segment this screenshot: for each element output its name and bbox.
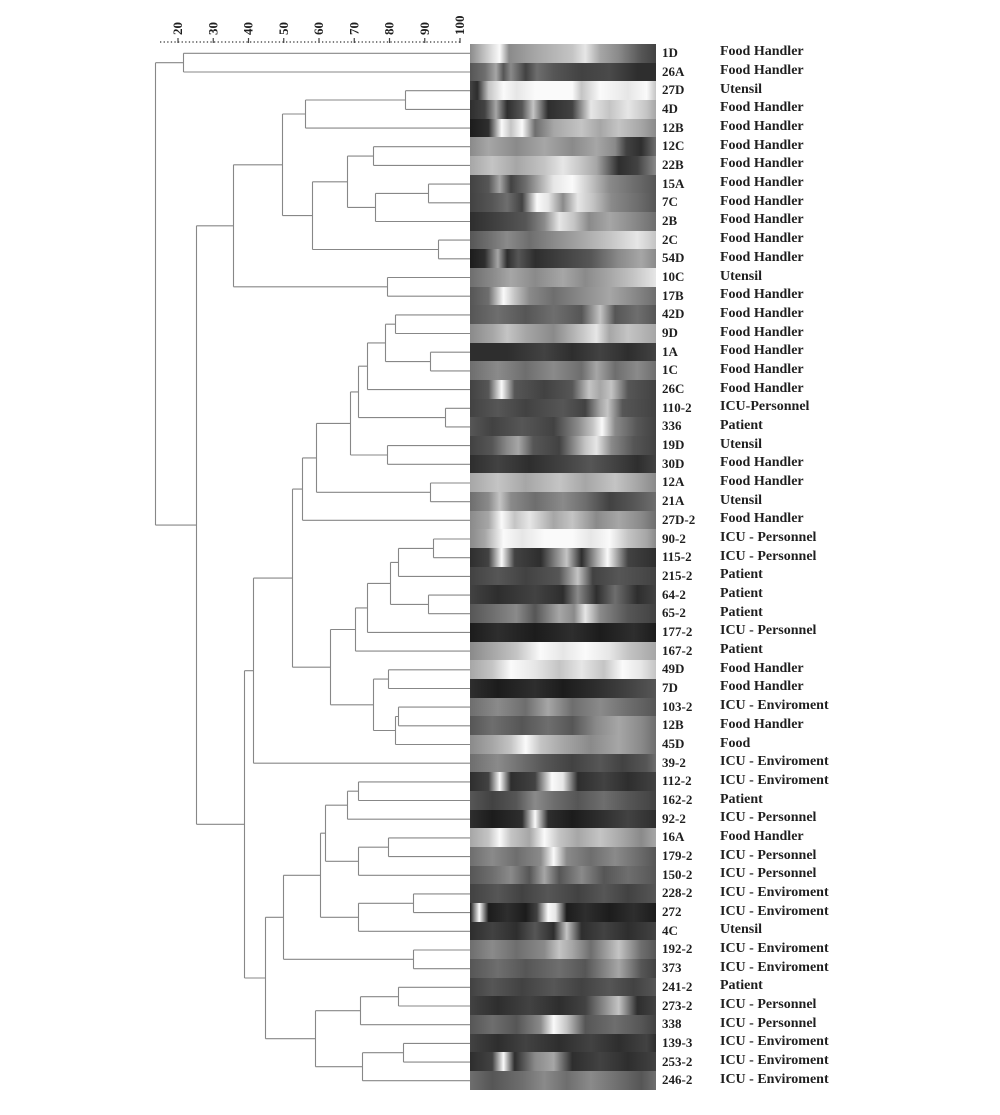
source-label: ICU - Personnel xyxy=(720,866,817,882)
source-label: Food Handler xyxy=(720,119,804,135)
sample-id-label: 26C xyxy=(662,381,685,397)
sample-id-label: 54D xyxy=(662,250,685,266)
source-label: Patient xyxy=(720,642,763,658)
sample-id-label: 1D xyxy=(662,44,678,60)
source-label: Patient xyxy=(720,586,763,602)
sample-id-label: 112-2 xyxy=(662,773,692,789)
dendrogram-branches xyxy=(156,53,471,1080)
source-label: ICU - Enviroment xyxy=(720,698,829,714)
sample-id-label: 4D xyxy=(662,100,678,116)
axis-tick-label: 50 xyxy=(275,22,291,35)
sample-id-label: 192-2 xyxy=(662,941,693,957)
source-label: ICU - Enviroment xyxy=(720,1071,829,1087)
sample-id-label: 21A xyxy=(662,493,685,509)
sample-id-label: 253-2 xyxy=(662,1053,693,1069)
gel-lane-row xyxy=(470,810,656,829)
source-label: Food Handler xyxy=(720,212,804,228)
sample-id-label: 110-2 xyxy=(662,399,692,415)
sample-id-label: 177-2 xyxy=(662,623,693,639)
gel-lane-row xyxy=(470,231,656,250)
source-label: Food Handler xyxy=(720,193,804,209)
sample-id-label: 42D xyxy=(662,306,685,322)
sample-id-label: 10C xyxy=(662,269,685,284)
sample-id-label: 115-2 xyxy=(662,549,692,565)
gel-lane-row xyxy=(470,529,656,548)
source-label: Food Handler xyxy=(720,511,804,527)
source-label: Utensil xyxy=(720,81,762,97)
gel-lane-row xyxy=(470,978,656,997)
gel-lane-row xyxy=(470,436,656,455)
gel-lane-row xyxy=(470,903,656,922)
sample-id-label: 273-2 xyxy=(662,997,693,1013)
source-label: Food Handler xyxy=(720,380,804,396)
source-label: ICU - Enviroment xyxy=(720,1053,829,1069)
gel-lane-row xyxy=(470,679,656,698)
source-label: Food Handler xyxy=(720,828,804,844)
source-label: ICU - Enviroment xyxy=(720,884,829,900)
sample-id-label: 228-2 xyxy=(662,885,693,901)
source-label: Utensil xyxy=(720,922,762,938)
sample-id-label: 30D xyxy=(662,455,685,471)
gel-lane-row xyxy=(470,44,656,63)
source-label: Food Handler xyxy=(720,305,804,321)
gel-lane-row xyxy=(470,884,656,903)
source-label: ICU - Personnel xyxy=(720,1015,817,1031)
gel-lane-row xyxy=(470,922,656,941)
gel-lane-row xyxy=(470,193,656,212)
gel-lane-row xyxy=(470,324,656,343)
sample-id-label: 15A xyxy=(662,175,685,191)
sample-id-label: 2B xyxy=(662,212,678,228)
source-label: Food Handler xyxy=(720,137,804,153)
sample-id-label: 65-2 xyxy=(662,605,686,621)
source-label: Food Handler xyxy=(720,156,804,172)
source-label: Food Handler xyxy=(720,660,804,676)
sample-id-label: 272 xyxy=(662,904,682,920)
gel-lane-row xyxy=(470,642,656,661)
gel-lane-row xyxy=(470,716,656,735)
sample-id-label: 12B xyxy=(662,717,684,733)
gel-lane-row xyxy=(470,399,656,418)
sample-id-label: 167-2 xyxy=(662,642,693,658)
sample-id-label: 1A xyxy=(662,343,678,359)
sample-id-label: 1C xyxy=(662,362,678,378)
source-label: Food Handler xyxy=(720,44,804,60)
axis-tick-label: 100 xyxy=(452,15,467,35)
axis-tick-label: 80 xyxy=(381,22,397,35)
source-label: Patient xyxy=(720,978,763,994)
gel-lane-row xyxy=(470,604,656,623)
source-label: ICU - Personnel xyxy=(720,847,817,863)
source-label: Patient xyxy=(720,417,763,433)
axis-tick-label: 70 xyxy=(346,22,362,35)
sample-id-label: 373 xyxy=(662,960,682,976)
source-label: Food Handler xyxy=(720,63,804,79)
sample-id-label: 246-2 xyxy=(662,1072,693,1088)
source-label: Utensil xyxy=(720,436,762,452)
source-label: Food Handler xyxy=(720,175,804,191)
source-label: ICU - Personnel xyxy=(720,623,817,639)
gel-image xyxy=(470,44,656,1090)
gel-lane-row xyxy=(470,940,656,959)
gel-lane-row xyxy=(470,1015,656,1034)
source-label: Food Handler xyxy=(720,287,804,303)
sample-id-label: 16A xyxy=(662,829,685,845)
sample-id-label: 39-2 xyxy=(662,754,686,770)
gel-lane-row xyxy=(470,175,656,194)
sample-id-label: 27D-2 xyxy=(662,511,696,527)
gel-lane-row xyxy=(470,791,656,810)
gel-lane-row xyxy=(470,996,656,1015)
sample-id-label: 150-2 xyxy=(662,866,693,882)
source-label: Food Handler xyxy=(720,249,804,265)
gel-lane-row xyxy=(470,473,656,492)
source-label: Food Handler xyxy=(720,473,804,489)
gel-lane-row xyxy=(470,698,656,717)
gel-lane-row xyxy=(470,63,656,82)
sample-id-label: 7D xyxy=(662,679,678,695)
gel-lane-row xyxy=(470,119,656,138)
gel-lane-row xyxy=(470,361,656,380)
source-label: Patient xyxy=(720,567,763,583)
gel-lane-row xyxy=(470,417,656,436)
gel-lane-row xyxy=(470,492,656,511)
source-label: Utensil xyxy=(720,268,762,284)
source-label: Food Handler xyxy=(720,231,804,247)
gel-lane-row xyxy=(470,847,656,866)
source-label: Utensil xyxy=(720,492,762,508)
sample-id-label: 26A xyxy=(662,63,685,79)
gel-lane-row xyxy=(470,343,656,362)
axis-tick-label: 90 xyxy=(416,22,432,35)
sample-id-label: 49D xyxy=(662,661,685,677)
gel-lane-row xyxy=(470,380,656,399)
sample-id-label: 162-2 xyxy=(662,792,693,808)
axis-tick-label: 20 xyxy=(170,22,185,35)
axis-tick-label: 30 xyxy=(205,22,221,35)
source-label: Food Handler xyxy=(720,716,804,732)
gel-lane-row xyxy=(470,137,656,156)
sample-id-label: 103-2 xyxy=(662,698,693,714)
sample-id-label: 215-2 xyxy=(662,567,693,583)
source-label: ICU-Personnel xyxy=(720,399,810,415)
gel-lane-row xyxy=(470,735,656,754)
source-label: ICU - Enviroment xyxy=(720,1034,829,1050)
source-label: Food Handler xyxy=(720,343,804,359)
gel-lane-row xyxy=(470,866,656,885)
sample-id-label: 241-2 xyxy=(662,978,693,994)
axis-tick-label: 60 xyxy=(311,22,326,35)
gel-lane-row xyxy=(470,754,656,773)
sample-id-label: 45D xyxy=(662,736,685,751)
sample-id-label: 90-2 xyxy=(662,530,686,546)
sample-id-label: 4C xyxy=(662,922,678,938)
sample-id-label: 7C xyxy=(662,194,678,210)
sample-id-label: 92-2 xyxy=(662,810,686,826)
sample-id-label: 338 xyxy=(662,1016,682,1032)
source-label: Food xyxy=(720,735,751,751)
source-label: Food Handler xyxy=(720,455,804,471)
source-label: ICU - Enviroment xyxy=(720,754,829,770)
gel-lane-row xyxy=(470,100,656,119)
sample-id-label: 12B xyxy=(662,119,684,135)
gel-lane-row xyxy=(470,660,656,679)
source-label: ICU - Personnel xyxy=(720,810,817,826)
source-label: Food Handler xyxy=(720,679,804,695)
source-label: ICU - Enviroment xyxy=(720,772,829,788)
sample-id-label: 9D xyxy=(662,325,678,341)
source-label: Food Handler xyxy=(720,324,804,340)
gel-lane-row xyxy=(470,156,656,175)
sample-id-label: 139-3 xyxy=(662,1034,693,1050)
gel-lane-row xyxy=(470,567,656,586)
gel-lane-row xyxy=(470,287,656,306)
sample-id-label: 17B xyxy=(662,287,684,303)
sample-id-label: 22B xyxy=(662,156,684,172)
source-label: ICU - Personnel xyxy=(720,530,817,546)
gel-lane-row xyxy=(470,305,656,324)
gel-lane-row xyxy=(470,585,656,604)
sample-id-label: 64-2 xyxy=(662,586,686,602)
sample-id-label: 12C xyxy=(662,138,685,154)
gel-lane-row xyxy=(470,623,656,642)
source-label: ICU - Enviroment xyxy=(720,903,829,919)
source-label: Patient xyxy=(720,604,763,620)
sample-id-label: 12A xyxy=(662,474,685,490)
source-label: Patient xyxy=(720,791,763,807)
source-label: ICU - Enviroment xyxy=(720,959,829,975)
sample-id-label: 2C xyxy=(662,231,678,247)
sample-id-label: 27D xyxy=(662,82,685,98)
gel-lane-row xyxy=(470,81,656,100)
gel-lane-row xyxy=(470,511,656,530)
sample-id-label: 19D xyxy=(662,437,685,453)
source-label: ICU - Enviroment xyxy=(720,940,829,956)
sample-id-label: 179-2 xyxy=(662,848,693,864)
source-label: ICU - Personnel xyxy=(720,997,817,1013)
sample-id-label: 336 xyxy=(662,418,682,434)
gel-lane-row xyxy=(470,455,656,474)
source-label: Food Handler xyxy=(720,100,804,116)
source-label: Food Handler xyxy=(720,361,804,377)
gel-lane-row xyxy=(470,249,656,268)
gel-lane-row xyxy=(470,828,656,847)
gel-lane-row xyxy=(470,772,656,791)
gel-lane-row xyxy=(470,268,656,287)
gel-lane-row xyxy=(470,1052,656,1071)
gel-lane-row xyxy=(470,1071,656,1090)
axis-tick-label: 40 xyxy=(240,22,256,35)
gel-lane-row xyxy=(470,212,656,231)
gel-lane-row xyxy=(470,1034,656,1053)
gel-lane-row xyxy=(470,548,656,567)
gel-lane-row xyxy=(470,959,656,978)
source-label: ICU - Personnel xyxy=(720,548,817,564)
